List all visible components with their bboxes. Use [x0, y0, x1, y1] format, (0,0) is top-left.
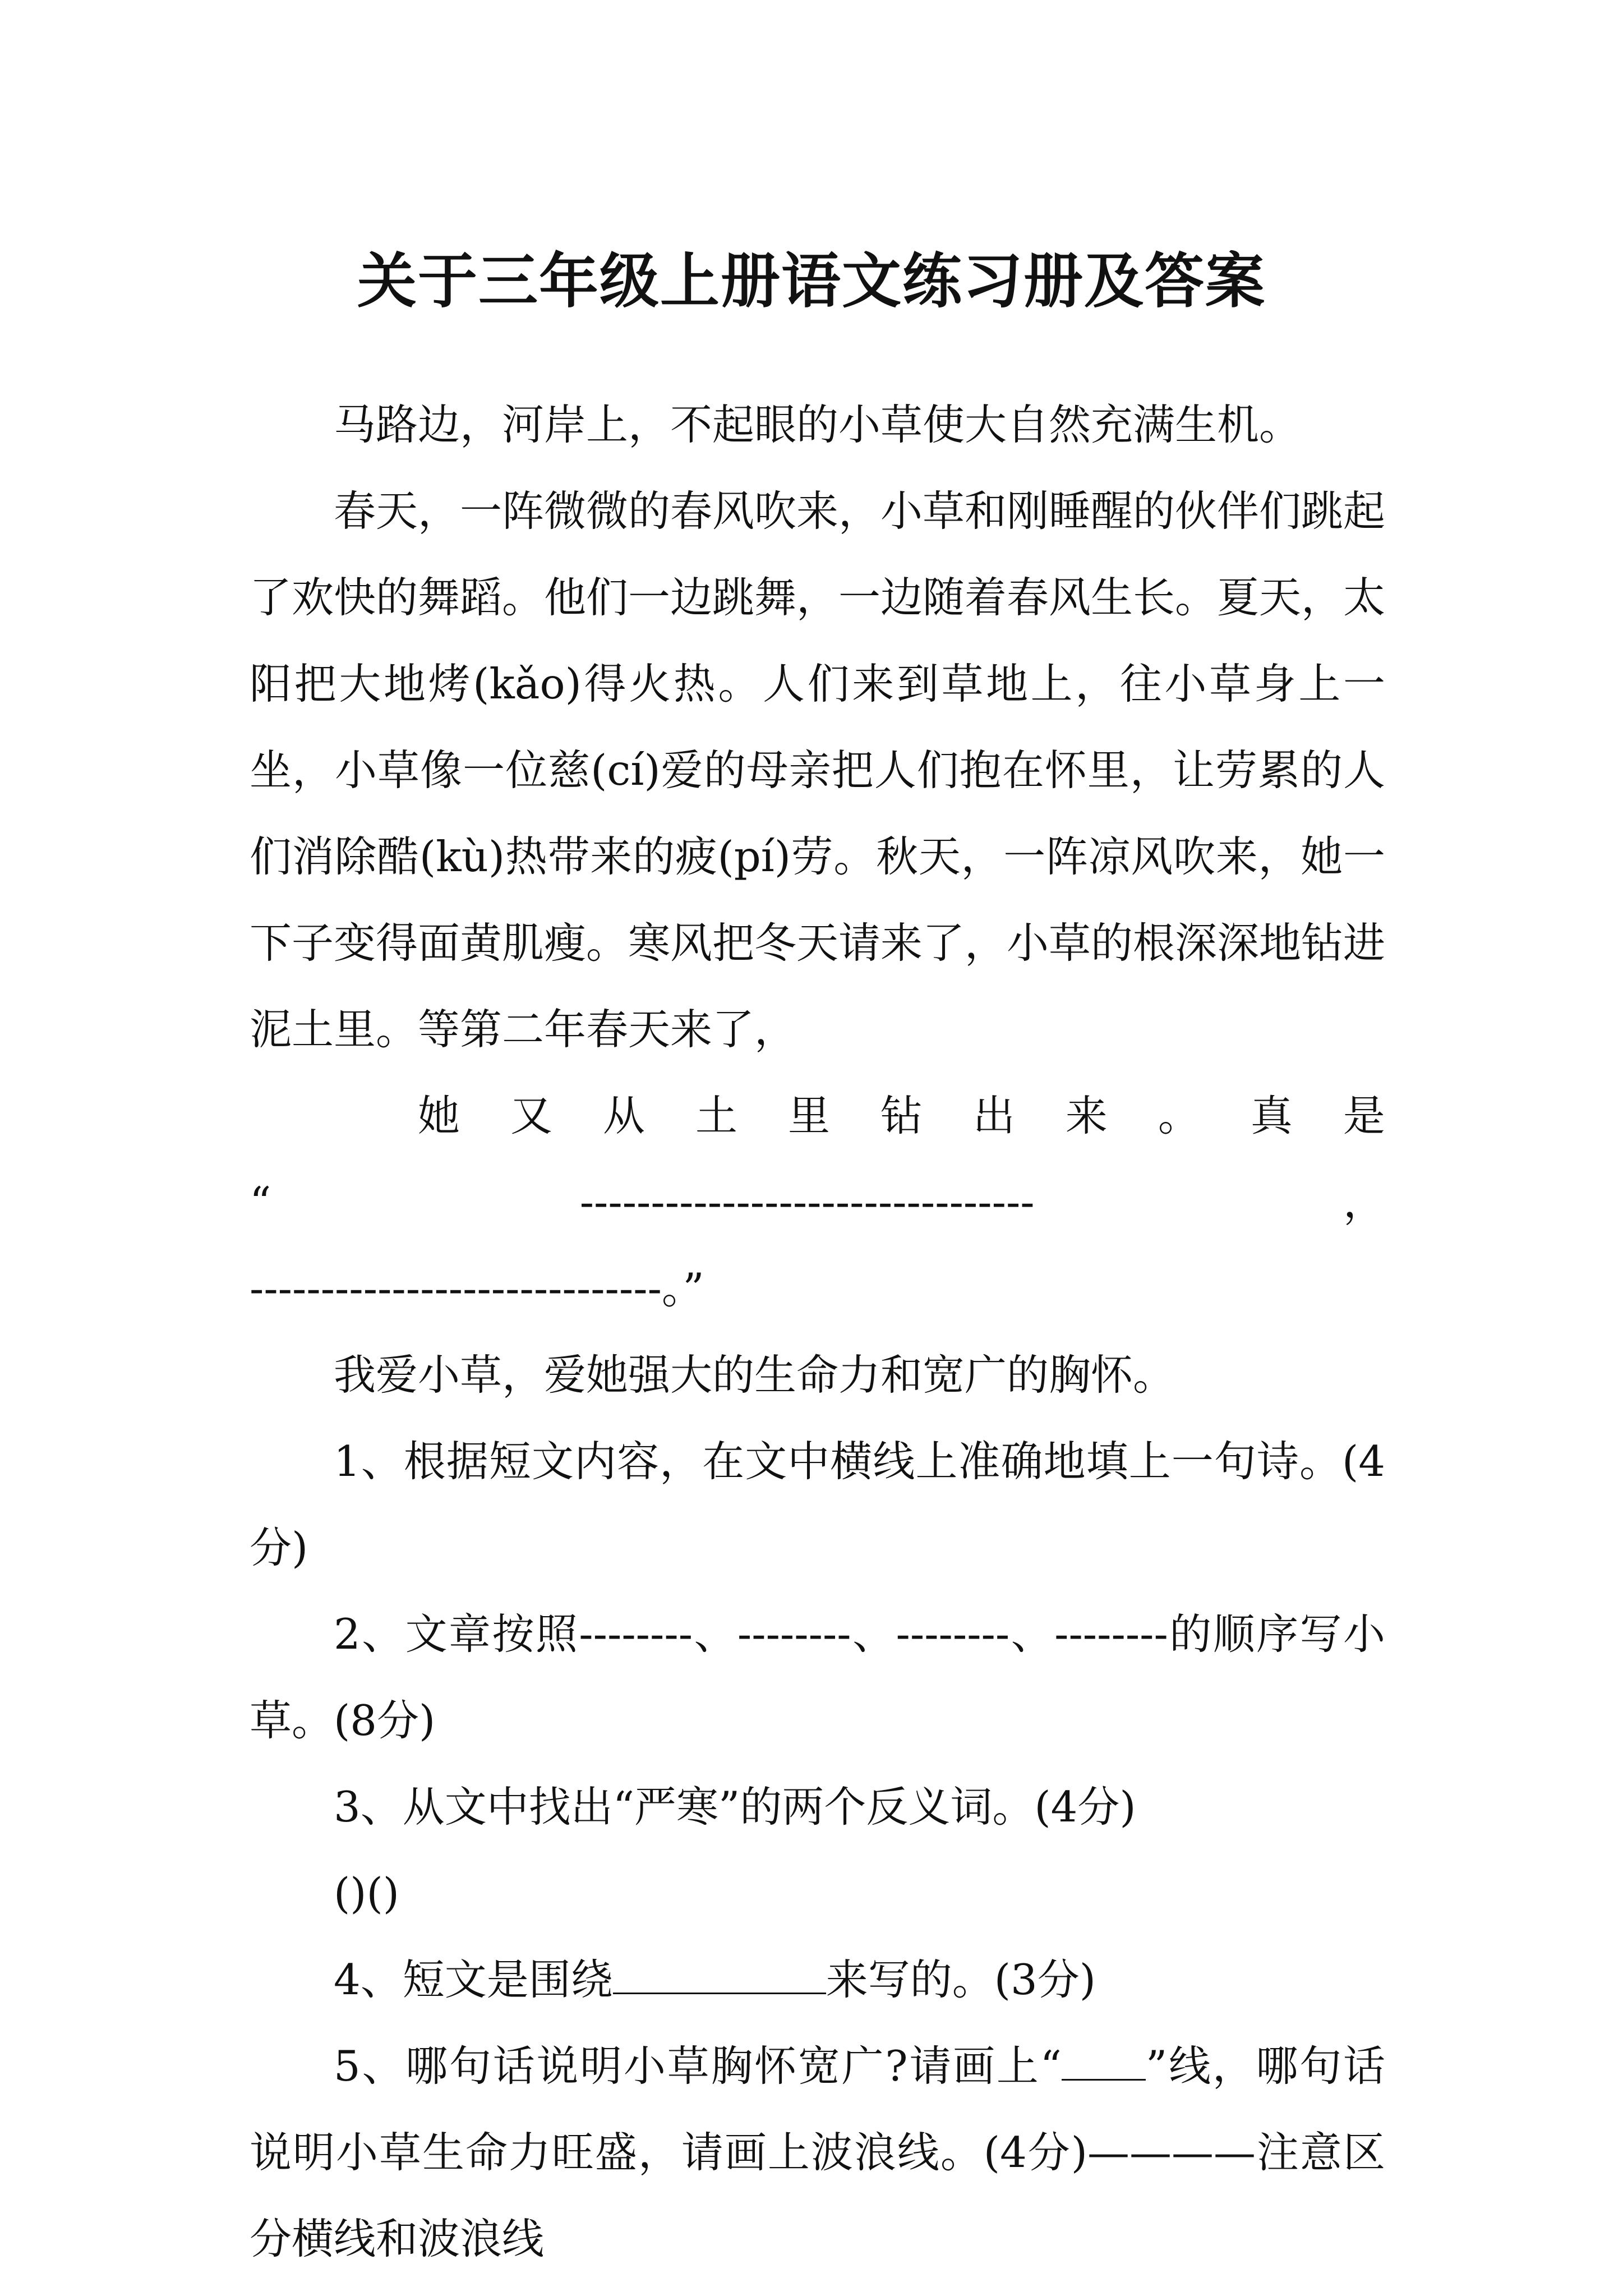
passage-char: 来 [1065, 1091, 1108, 1140]
question-5-part-1: 5、哪句话说明小草胸怀宽广?请画上“ [334, 2041, 1062, 2091]
answer-blank[interactable] [1062, 2045, 1146, 2081]
question-3: 3、从文中找出“严寒”的两个反义词。(4分) [334, 1782, 1136, 1832]
document-title: 关于三年级上册语文练习册及答案 [357, 246, 1266, 316]
passage-char: 钻 [880, 1091, 923, 1140]
passage-char: 。 [1158, 1091, 1200, 1140]
answer-blank[interactable] [613, 1959, 826, 1994]
question-2: 2、文章按照--------、--------、--------、--------的顺序写小草。(8分) [250, 1609, 1385, 1745]
passage-char: 又 [510, 1091, 552, 1140]
poem-blank-1: -------------------------------- [579, 1177, 1035, 1227]
question-4-prefix: 4、短文是围绕 [334, 1955, 613, 2004]
poem-blank-line-2 [250, 1245, 1385, 1332]
question-4 [250, 1936, 1385, 2023]
passage-char: 她 [418, 1091, 460, 1140]
question-4-suffix: 来写的。(3分) [826, 1955, 1096, 2004]
poem-blank-line-1 [250, 1159, 1385, 1245]
passage-char: 出 [972, 1091, 1015, 1140]
passage-paragraph-4: 我爱小草，爱她强大的生命力和宽广的胸怀。 [334, 1350, 1175, 1400]
question-5-part-2: ”线，哪句话说明小草生命力旺盛，请画上波浪线。(4分)————注意区分横线和波浪线 [250, 2041, 1386, 2263]
open-quote: “ [250, 1177, 271, 1227]
poem-blank-2: -----------------------------。” [250, 1264, 704, 1313]
passage-paragraph-2: 春天，一阵微微的春风吹来，小草和刚睡醒的伙伴们跳起了欢快的舞蹈。他们一边跳舞，一边随着春风生长。夏天，太阳把大地烤(kǎo)得火热。人们来到草地上，往小草身上一坐，小草像一位慈(cí)爱的母亲把人们抱在怀里，让劳累的人们消除酷(kù)热带来的疲(pí)劳。秋天，一阵凉风吹来，她一下子变得面黄肌瘦。寒风把冬天请来了，小草的根深深地钻进泥土里。等第二年春天来了， [250, 486, 1386, 1054]
passage-paragraph-3-line-1 [250, 1073, 1385, 1159]
passage-char: 真 [1250, 1091, 1293, 1140]
question-5 [250, 2023, 1385, 2282]
passage-char: 是 [1343, 1091, 1385, 1140]
document-body [250, 381, 1385, 2282]
passage-char: 土 [695, 1091, 737, 1140]
passage-char: 里 [787, 1091, 830, 1140]
passage-char: 从 [602, 1091, 645, 1140]
comma: ， [1343, 1177, 1385, 1227]
question-1: 1、根据短文内容，在文中横线上准确地填上一句诗。(4分) [250, 1437, 1385, 1572]
passage-paragraph-1: 马路边，河岸上，不起眼的小草使大自然充满生机。 [334, 400, 1302, 449]
question-3-answer-blanks: ()() [334, 1869, 400, 1918]
